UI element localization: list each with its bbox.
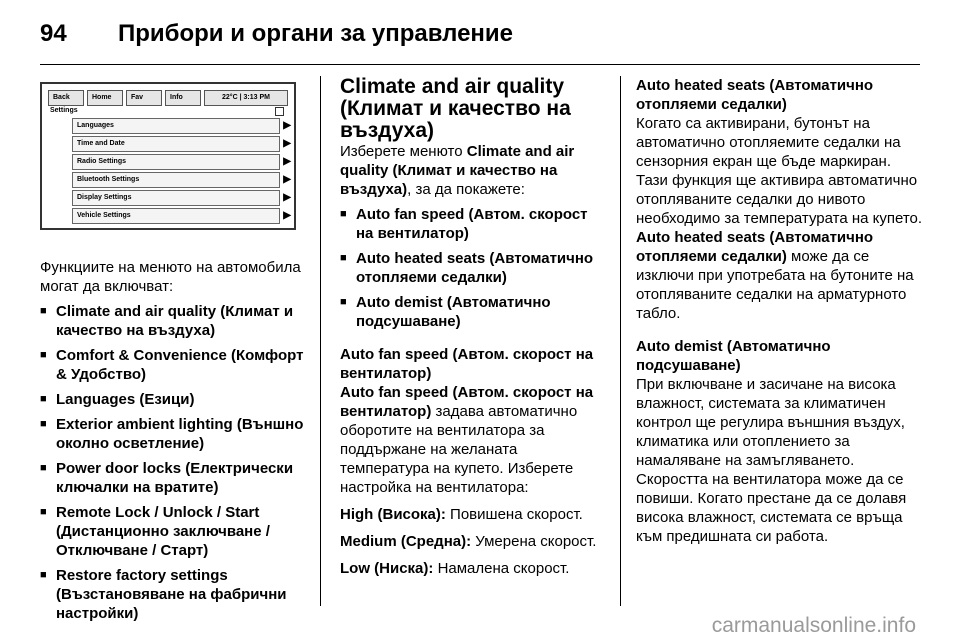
screen-info-button: Info <box>165 90 201 106</box>
settings-icon <box>275 107 284 116</box>
settings-screen-illustration <box>40 82 296 230</box>
screen-fav-button: Fav <box>126 90 162 106</box>
screen-settings-label: Settings <box>50 107 78 114</box>
chevron-right-icon: ▶ <box>283 192 291 203</box>
screen-menu-item: Time and Date ▶ <box>72 136 280 152</box>
screen-menu-item: Display Settings ▶ <box>72 190 280 206</box>
screen-status: 22°C | 3:13 PM <box>204 90 288 106</box>
screen-back-button: Back <box>48 90 84 106</box>
chevron-right-icon: ▶ <box>283 210 291 221</box>
subheading-auto-demist: Auto demist (Автоматично подсушаване) <box>636 338 831 374</box>
screen-menu-item: Radio Settings ▶ <box>72 154 280 170</box>
screen-home-button: Home <box>87 90 123 106</box>
list-item: ■ Auto demist (Автоматично подсушаване) <box>340 293 608 331</box>
screen-menu-list <box>72 118 291 226</box>
auto-fan-paragraph: Auto fan speed (Автом. скорост на вентилатор) задава автоматично оборотите на вентилатора за поддържане на желаната температура на купето. Изберете настройка на вентилатора: <box>340 384 594 496</box>
list-item: ■ Comfort & Convenience (Комфорт & Удобство) <box>40 346 308 384</box>
subheading-auto-heated-seats: Auto heated seats (Автоматично отопляеми седалки) <box>636 77 874 113</box>
column-divider-1 <box>320 76 321 606</box>
watermark: carmanualsonline.info <box>711 614 916 637</box>
section-heading-climate: Climate and air quality (Климат и качество на въздуха) <box>340 75 571 142</box>
column-divider-2 <box>620 76 621 606</box>
chevron-right-icon: ▶ <box>283 138 291 149</box>
heated-seats-paragraph: Когато са активирани, бутонът на автоматично отопляемите седалки на сензорния екран ще бъде маркиран. Тази функция ще активира автоматично отопляваните седалки до нивото необходимо за температурата на купето. Auto heated seats (Автоматично отопляеми седалки) може да се изключи при употребата на бутоните на отопляваните седалки на арматурното табло. <box>636 115 923 322</box>
fan-high: High (Висока): Повишена скорост. <box>340 506 583 523</box>
header-rule <box>40 64 920 65</box>
demist-paragraph: При включване и засичане на висока влажност, системата за климатичен контрол ще регулира външния въздух, климатика или отоплението за намаляване на замъгляването. Скоростта на вентилатора може да се повиши. Когато престане да се долавя висока влажност, системата се връща към предишната си работа. <box>636 376 907 545</box>
screen-menu-item: Vehicle Settings ▶ <box>72 208 280 224</box>
fan-low: Low (Ниска): Намалена скорост. <box>340 560 570 577</box>
list-item: ■ Remote Lock / Unlock / Start (Дистанционно заключване / Отключване / Старт) <box>40 503 308 560</box>
chevron-right-icon: ▶ <box>283 156 291 167</box>
page-header <box>40 14 513 54</box>
page-number: 94 <box>40 20 67 47</box>
column-3 <box>636 76 926 546</box>
menu-features-list <box>40 302 308 623</box>
screen-menu-item: Bluetooth Settings ▶ <box>72 172 280 188</box>
column-1 <box>40 76 308 623</box>
list-item: ■ Climate and air quality (Климат и качество на въздуха) <box>40 302 308 340</box>
page-title: Прибори и органи за управление <box>118 20 514 47</box>
subheading-auto-fan: Auto fan speed (Автом. скорост на вентилатор) <box>340 346 594 382</box>
list-item: ■ Auto fan speed (Автом. скорост на вентилатор) <box>340 205 608 243</box>
list-item: ■ Power door locks (Електрически ключалки на вратите) <box>40 459 308 497</box>
climate-intro: Изберете менюто Climate and air quality (Климат и качество на въздуха), за да покажете: <box>340 143 575 198</box>
screen-top-bar <box>48 90 288 106</box>
list-item: ■ Languages (Езици) <box>40 390 308 409</box>
list-item: ■ Restore factory settings (Възстановяване на фабрични настройки) <box>40 566 308 623</box>
chevron-right-icon: ▶ <box>283 120 291 131</box>
list-item: ■ Auto heated seats (Автоматично отопляеми седалки) <box>340 249 608 287</box>
list-item: ■ Exterior ambient lighting (Външно околно осветление) <box>40 415 308 453</box>
column-2 <box>340 76 608 578</box>
fan-medium: Medium (Средна): Умерена скорост. <box>340 533 597 550</box>
screen-menu-item: Languages ▶ <box>72 118 280 134</box>
menu-intro: Функциите на менюто на автомобила могат да включват: <box>40 259 301 295</box>
climate-options-list <box>340 205 608 331</box>
chevron-right-icon: ▶ <box>283 174 291 185</box>
